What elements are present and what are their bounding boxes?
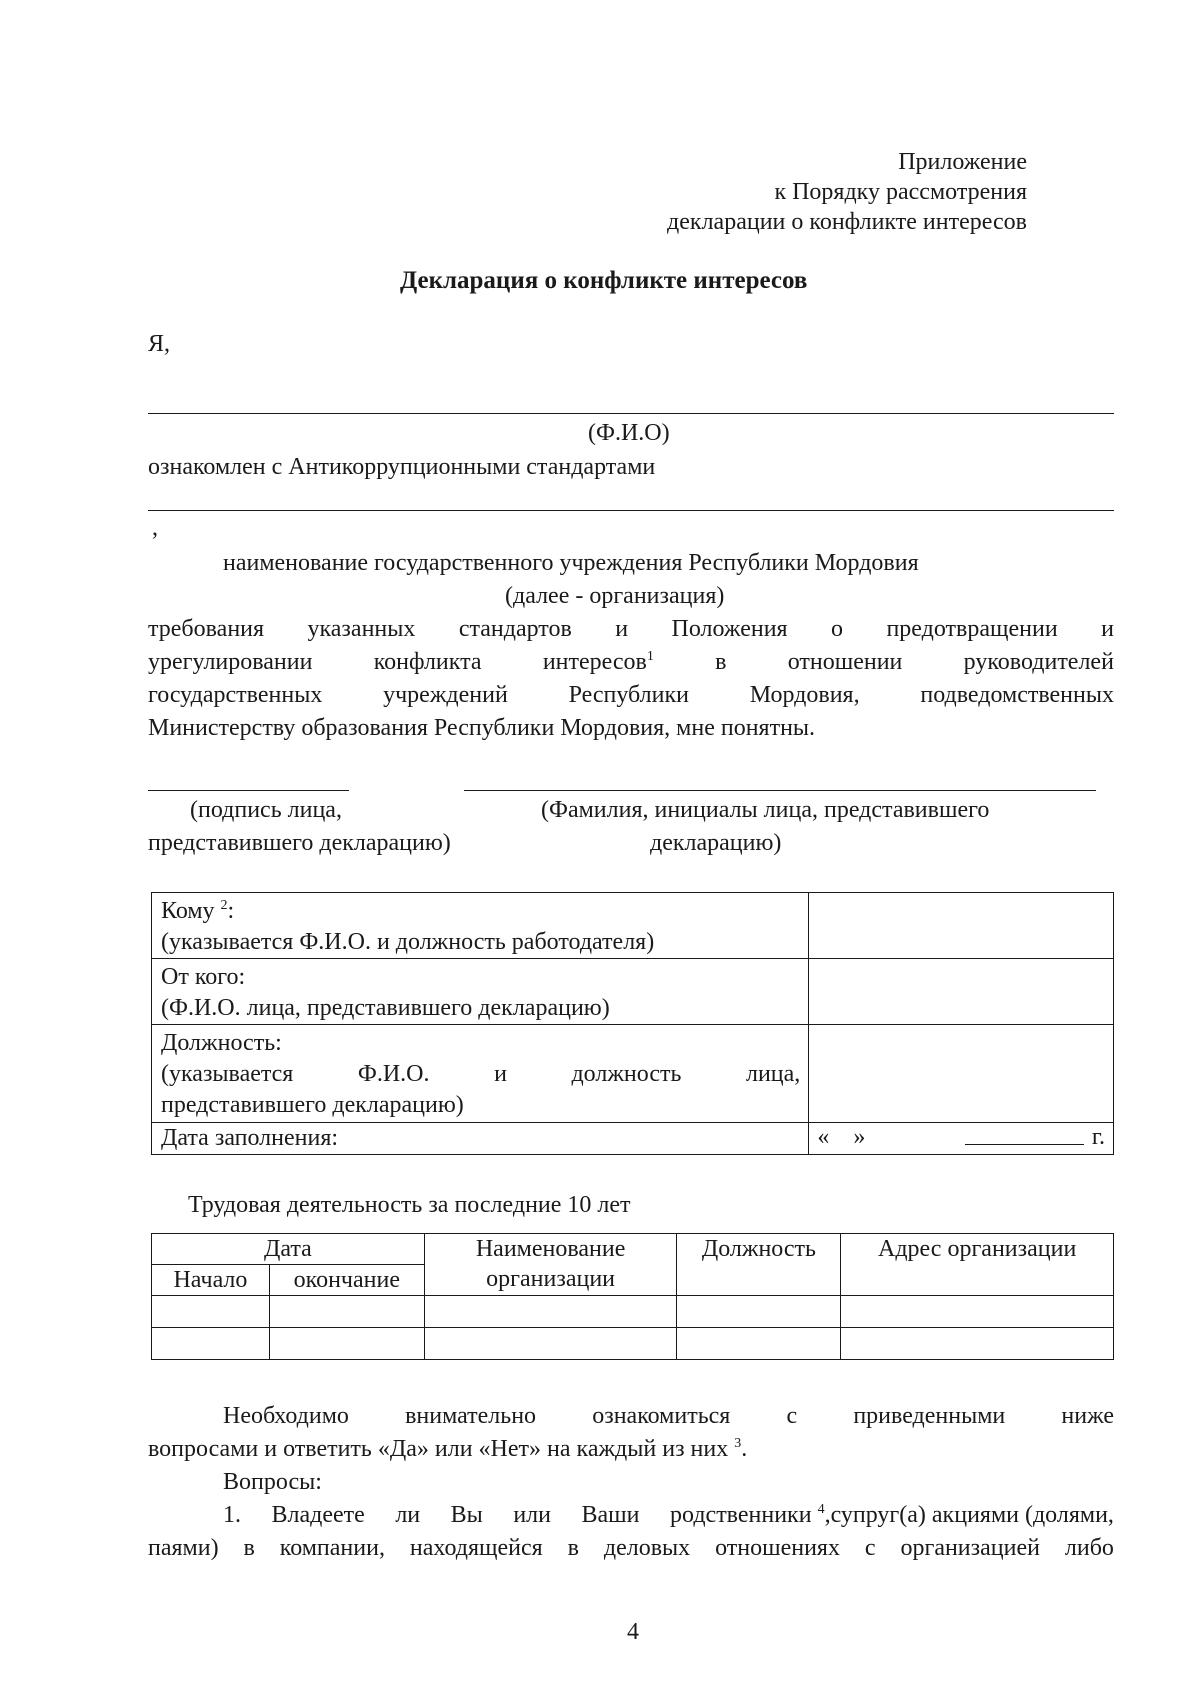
sender-label: От кого: bbox=[161, 964, 246, 990]
comma-mark: , bbox=[152, 515, 158, 541]
word: Мордовия, bbox=[749, 682, 860, 708]
org-note: (далее - организация) bbox=[505, 583, 725, 609]
word: предотвращении bbox=[886, 616, 1058, 642]
position-note-line-1 bbox=[161, 1059, 800, 1090]
declaration-info-table bbox=[151, 892, 1114, 1155]
word: и bbox=[615, 616, 629, 642]
recipient-label bbox=[161, 896, 800, 927]
name-caption-2: декларацию) bbox=[650, 830, 782, 856]
date-month-blank bbox=[965, 1123, 1084, 1145]
word: 1. bbox=[223, 1502, 241, 1528]
paragraph-line-2 bbox=[148, 650, 1114, 674]
footnote-ref: 4 bbox=[817, 1502, 825, 1517]
table-cell[interactable] bbox=[677, 1296, 841, 1328]
word: Ваши bbox=[581, 1502, 640, 1528]
table-row bbox=[152, 1296, 1114, 1328]
date-format bbox=[817, 1123, 1105, 1151]
org-blank-line bbox=[148, 510, 1114, 511]
word: ,супруг(а) акциями (долями, bbox=[824, 1502, 1114, 1528]
document-title: Декларация о конфликте интересов bbox=[400, 267, 808, 294]
date-label: Дата заполнения: bbox=[161, 1125, 339, 1151]
table-row bbox=[152, 1025, 1114, 1123]
word: с bbox=[864, 1535, 876, 1561]
date-label-cell bbox=[152, 1123, 809, 1155]
question-1-line-1 bbox=[223, 1503, 1114, 1527]
col-date: Дата bbox=[152, 1234, 425, 1265]
col-organization-line-1: Наименование bbox=[475, 1236, 626, 1262]
instructions-text: вопросами и ответить «Да» или «Нет» на каждый из них bbox=[148, 1436, 729, 1462]
word: или bbox=[513, 1502, 551, 1528]
work-history-title: Трудовая деятельность за последние 10 лет bbox=[188, 1192, 631, 1218]
footnote-ref: 2 bbox=[220, 898, 228, 913]
word: находящейся bbox=[409, 1535, 543, 1561]
table-row bbox=[152, 1123, 1114, 1155]
table-cell[interactable] bbox=[152, 1296, 270, 1328]
col-end: окончание bbox=[269, 1265, 424, 1296]
word: требования bbox=[148, 616, 265, 642]
word-with-footnote bbox=[543, 650, 654, 674]
col-start: Начало bbox=[152, 1265, 270, 1296]
recipient-cell bbox=[152, 893, 809, 959]
word: ли bbox=[395, 1502, 421, 1528]
word: подведомственных bbox=[920, 682, 1114, 708]
word: Ф.И.О. bbox=[357, 1061, 430, 1087]
date-year: г. bbox=[1091, 1124, 1105, 1150]
signature-line bbox=[148, 790, 349, 791]
position-value-cell[interactable] bbox=[809, 1025, 1114, 1123]
word: государственных bbox=[148, 682, 323, 708]
close-quote: » bbox=[853, 1124, 866, 1150]
position-label: Должность: bbox=[161, 1030, 282, 1056]
table-row bbox=[152, 959, 1114, 1025]
questions-label: Вопросы: bbox=[223, 1469, 322, 1495]
colon: : bbox=[227, 898, 235, 924]
word: и bbox=[494, 1061, 507, 1087]
word: Вы bbox=[450, 1502, 483, 1528]
word: в bbox=[567, 1535, 579, 1561]
period: . bbox=[741, 1436, 748, 1462]
appendix-line-2: к Порядку рассмотрения bbox=[774, 179, 1027, 205]
instructions-line-2 bbox=[148, 1437, 747, 1461]
word: руководителей bbox=[963, 649, 1114, 675]
sender-note: (Ф.И.О. лица, представившего декларацию) bbox=[161, 995, 610, 1021]
table-header-row bbox=[152, 1234, 1114, 1265]
word: лица, bbox=[745, 1061, 801, 1087]
sender-cell bbox=[152, 959, 809, 1025]
appendix-header bbox=[667, 147, 1027, 237]
acquainted-text: ознакомлен с Антикоррупционными стандартами bbox=[148, 454, 656, 480]
word-with-footnote bbox=[670, 1503, 1114, 1527]
word: урегулировании bbox=[148, 649, 313, 675]
word: интересов bbox=[542, 649, 647, 675]
signature-caption-2: представившего декларацию) bbox=[148, 830, 451, 856]
word: отношениях bbox=[715, 1535, 840, 1561]
word: ниже bbox=[1061, 1403, 1114, 1429]
ya-label: Я, bbox=[148, 331, 171, 357]
page-number: 4 bbox=[627, 1619, 639, 1645]
word: Положения bbox=[671, 616, 788, 642]
footnote-ref: 1 bbox=[646, 649, 654, 664]
position-cell bbox=[152, 1025, 809, 1123]
word: ознакомиться bbox=[592, 1403, 731, 1429]
recipient-value-cell[interactable] bbox=[809, 893, 1114, 959]
paragraph-line-1 bbox=[148, 617, 1114, 641]
table-cell[interactable] bbox=[677, 1328, 841, 1360]
word: указанных bbox=[307, 616, 416, 642]
table-cell[interactable] bbox=[424, 1296, 677, 1328]
footnote-ref: 3 bbox=[734, 1436, 742, 1451]
org-caption: наименование государственного учреждения Республики Мордовия bbox=[223, 550, 919, 576]
position-note-line-2: представившего декларацию) bbox=[161, 1092, 464, 1118]
table-cell[interactable] bbox=[269, 1328, 424, 1360]
word: в bbox=[715, 649, 727, 675]
recipient-note: (указывается Ф.И.О. и должность работодателя) bbox=[161, 929, 655, 955]
open-quote: « bbox=[817, 1124, 830, 1150]
word: паями) bbox=[148, 1535, 219, 1561]
word: конфликта bbox=[373, 649, 482, 675]
word: о bbox=[831, 616, 844, 642]
word: учреждений bbox=[383, 682, 508, 708]
word: Необходимо bbox=[223, 1403, 349, 1429]
word: и bbox=[1101, 616, 1114, 642]
name-line bbox=[464, 790, 1096, 791]
work-history-table bbox=[151, 1233, 1114, 1360]
word: в bbox=[243, 1535, 255, 1561]
table-row bbox=[152, 1328, 1114, 1360]
appendix-line-3: декларации о конфликте интересов bbox=[667, 209, 1027, 235]
word: компании, bbox=[279, 1535, 385, 1561]
paragraph-line-4: Министерству образования Республики Мордовия, мне понятны. bbox=[148, 715, 816, 741]
word: внимательно bbox=[405, 1403, 537, 1429]
fio-blank-line bbox=[148, 413, 1114, 414]
word: приведенными bbox=[853, 1403, 1006, 1429]
table-cell[interactable] bbox=[424, 1328, 677, 1360]
signature-caption-1: (подпись лица, bbox=[190, 797, 342, 823]
instructions-line-1 bbox=[223, 1404, 1114, 1428]
word: с bbox=[786, 1403, 798, 1429]
sender-value-cell[interactable] bbox=[809, 959, 1114, 1025]
table-cell[interactable] bbox=[152, 1328, 270, 1360]
word: Республики bbox=[568, 682, 689, 708]
word: деловых bbox=[603, 1535, 691, 1561]
recipient-label-text: Кому bbox=[161, 898, 215, 924]
word: стандартов bbox=[458, 616, 572, 642]
word: должность bbox=[571, 1061, 682, 1087]
fio-caption: (Ф.И.О) bbox=[588, 420, 670, 446]
name-caption-1: (Фамилия, инициалы лица, представившего bbox=[541, 797, 990, 823]
table-row bbox=[152, 893, 1114, 959]
table-cell[interactable] bbox=[841, 1328, 1114, 1360]
paragraph-line-3 bbox=[148, 683, 1114, 707]
col-position: Должность bbox=[677, 1234, 841, 1296]
word: организацией bbox=[900, 1535, 1040, 1561]
col-address: Адрес организации bbox=[841, 1234, 1114, 1296]
word: Владеете bbox=[271, 1502, 365, 1528]
col-organization bbox=[424, 1234, 677, 1296]
col-organization-line-2: организации bbox=[486, 1266, 616, 1292]
word: либо bbox=[1064, 1535, 1114, 1561]
word: отношении bbox=[787, 649, 903, 675]
table-cell[interactable] bbox=[841, 1296, 1114, 1328]
date-day bbox=[817, 1123, 865, 1151]
table-cell[interactable] bbox=[269, 1296, 424, 1328]
word: родственники bbox=[670, 1502, 812, 1528]
word: (указывается bbox=[161, 1061, 294, 1087]
appendix-line-1: Приложение bbox=[898, 149, 1027, 175]
question-1-line-2 bbox=[148, 1536, 1114, 1560]
date-value-cell[interactable] bbox=[809, 1123, 1114, 1155]
